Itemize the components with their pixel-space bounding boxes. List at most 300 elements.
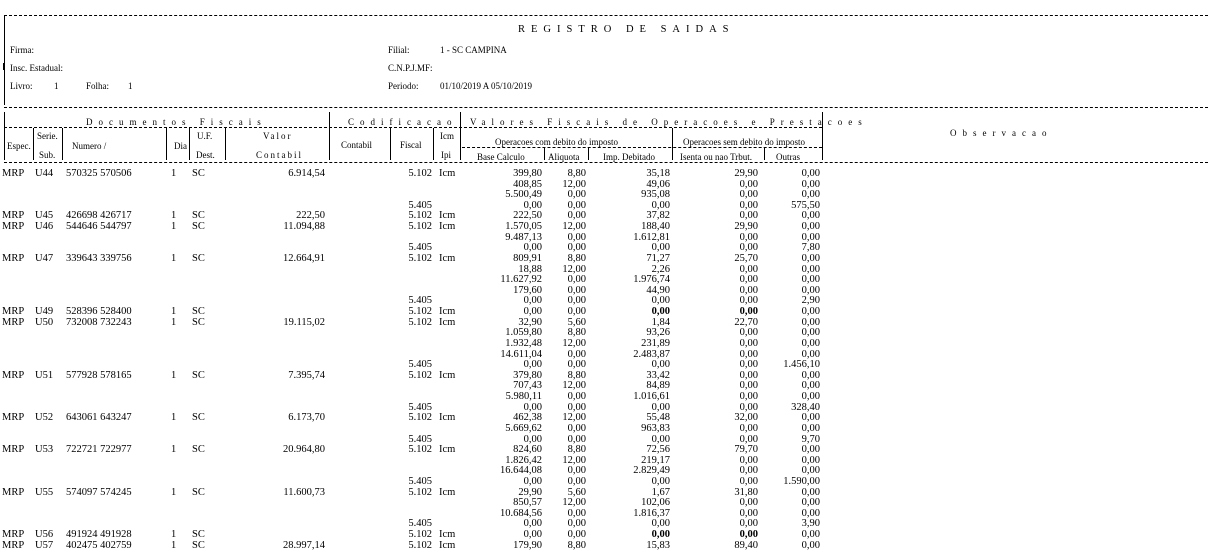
cell-isenta: 89,40 (734, 539, 758, 551)
cell-outras: 1.590,00 (783, 475, 820, 487)
table-row (0, 317, 1208, 328)
vsep (329, 112, 330, 160)
vsep (390, 128, 391, 160)
cell-fiscal: 5.102 (408, 168, 432, 179)
cell-valor: 19.115,02 (283, 316, 325, 328)
cell-icm: Icm (439, 412, 456, 424)
cell-aliquota: 0,00 (567, 295, 586, 307)
cell-isenta: 0,00 (739, 242, 758, 254)
cell-aliquota: 0,00 (567, 306, 586, 318)
cell-outras: 0,00 (801, 444, 820, 456)
cell-base: 16.644,08 (500, 465, 542, 477)
cell-uf: SC (192, 369, 205, 381)
vsep (225, 128, 226, 160)
table-row (0, 210, 1208, 221)
cell-imp-debitado: 44,90 (646, 284, 670, 296)
cell-outras: 0,00 (801, 529, 820, 541)
vsep (189, 128, 190, 160)
cell-base: 379,80 (513, 369, 542, 381)
cell-isenta: 0,00 (739, 369, 758, 381)
cell-isenta: 0,00 (739, 391, 758, 403)
vsep (588, 148, 589, 160)
table-row (0, 412, 1208, 423)
cell-imp-debitado: 35,18 (646, 168, 670, 179)
cell-espec: MRP (2, 306, 25, 318)
col-icm: Icm (440, 131, 454, 141)
cell-numero: 544646 544797 (66, 221, 132, 233)
cell-base: 0,00 (523, 529, 542, 541)
cell-valor: 7.395,74 (288, 369, 325, 381)
cell-aliquota: 0,00 (567, 422, 586, 434)
cell-icm: Icm (439, 210, 456, 222)
cell-uf: SC (192, 486, 205, 498)
cell-base: 824,60 (513, 444, 542, 456)
table-row (0, 402, 1208, 413)
cell-valor: 20.964,80 (283, 444, 325, 456)
cell-valor: 28.997,14 (283, 539, 325, 551)
cell-imp-debitado: 935,08 (641, 189, 670, 201)
cell-aliquota: 12,00 (562, 454, 586, 466)
cell-base: 707,43 (513, 380, 542, 392)
cell-fiscal: 5.102 (408, 444, 432, 456)
cell-outras: 0,00 (801, 231, 820, 243)
table-row (0, 179, 1208, 190)
col-cod-contabil: Contabil (341, 140, 372, 150)
cell-aliquota: 5,60 (567, 316, 586, 328)
valores-divider (462, 147, 822, 148)
table-row (0, 540, 1208, 551)
cell-serie: U46 (35, 221, 54, 233)
cell-imp-debitado: 15,83 (646, 539, 670, 551)
cell-numero: 426698 426717 (66, 210, 132, 222)
cell-isenta: 0,00 (739, 284, 758, 296)
col-outras: Outras (776, 152, 800, 162)
cell-base: 0,00 (523, 433, 542, 445)
cell-uf: SC (192, 306, 205, 318)
cell-numero: 577928 578165 (66, 369, 132, 381)
insc-label: Insc. Estadual: (10, 63, 63, 73)
cell-aliquota: 0,00 (567, 433, 586, 445)
cell-base: 0,00 (523, 199, 542, 211)
cell-isenta: 0,00 (739, 231, 758, 243)
col-observacao: Observacao (950, 128, 1053, 138)
livro-label: Livro: (10, 81, 33, 91)
cell-base: 179,90 (513, 539, 542, 551)
cell-imp-debitado: 0,00 (651, 475, 670, 487)
cell-aliquota: 5,60 (567, 486, 586, 498)
cell-outras: 0,00 (801, 380, 820, 392)
cell-icm: Icm (439, 444, 456, 456)
cell-outras: 0,00 (801, 221, 820, 233)
cell-aliquota: 0,00 (567, 507, 586, 519)
cell-serie: U56 (35, 529, 54, 541)
table-row (0, 242, 1208, 253)
vsep (544, 148, 545, 160)
cell-isenta: 0,00 (739, 475, 758, 487)
cell-outras: 0,00 (801, 465, 820, 477)
cell-valor: 6.914,54 (288, 168, 325, 179)
cell-imp-debitado: 2,26 (651, 263, 670, 275)
cell-aliquota: 8,80 (567, 539, 586, 551)
cell-isenta: 25,70 (734, 252, 758, 264)
cell-espec: MRP (2, 252, 25, 264)
cell-aliquota: 12,00 (562, 412, 586, 424)
cell-isenta: 0,00 (739, 199, 758, 211)
col-com-debito: Operacoes com debito do imposto (495, 137, 618, 147)
col-dia: Dia (174, 141, 187, 151)
cell-icm: Icm (439, 369, 456, 381)
cell-base: 1.059,80 (505, 327, 542, 339)
table-row (0, 455, 1208, 466)
cell-serie: U50 (35, 316, 54, 328)
cell-aliquota: 8,80 (567, 444, 586, 456)
left-border-marker (3, 63, 4, 70)
table-row (0, 200, 1208, 211)
cell-serie: U51 (35, 369, 54, 381)
table-row (0, 295, 1208, 306)
cell-aliquota: 0,00 (567, 210, 586, 222)
cell-outras: 0,00 (801, 337, 820, 349)
cell-dia: 1 (171, 529, 177, 541)
cell-serie: U53 (35, 444, 54, 456)
cell-imp-debitado: 1.816,37 (633, 507, 670, 519)
cell-imp-debitado: 0,00 (651, 529, 670, 541)
cell-numero: 722721 722977 (66, 444, 132, 456)
cell-dia: 1 (171, 306, 177, 318)
livro-value: 1 (54, 81, 59, 91)
cell-aliquota: 12,00 (562, 497, 586, 509)
cell-imp-debitado: 93,26 (646, 327, 670, 339)
cell-icm: Icm (439, 316, 456, 328)
cell-isenta: 0,00 (739, 327, 758, 339)
cell-base: 0,00 (523, 518, 542, 530)
cell-uf: SC (192, 412, 205, 424)
vsep (822, 112, 823, 160)
col-ipi: Ipi (441, 150, 451, 160)
cell-fiscal: 5.405 (408, 475, 432, 487)
cell-uf: SC (192, 539, 205, 551)
cell-isenta: 0,00 (739, 306, 758, 318)
cell-outras: 0,00 (801, 412, 820, 424)
cell-fiscal: 5.102 (408, 210, 432, 222)
cell-outras: 0,00 (801, 284, 820, 296)
cell-imp-debitado: 231,89 (641, 337, 670, 349)
cell-isenta: 22,70 (734, 316, 758, 328)
cell-aliquota: 0,00 (567, 199, 586, 211)
cell-dia: 1 (171, 539, 177, 551)
cell-uf: SC (192, 316, 205, 328)
cell-serie: U45 (35, 210, 54, 222)
cell-base: 462,38 (513, 412, 542, 424)
table-row (0, 274, 1208, 285)
col-uf: U.F. (197, 131, 213, 141)
firma-label: Firma: (10, 45, 34, 55)
cell-serie: U49 (35, 306, 54, 318)
cell-dia: 1 (171, 168, 177, 179)
cell-base: 18,88 (518, 263, 542, 275)
cell-valor: 6.173,70 (288, 412, 325, 424)
cell-valor: 222,50 (296, 210, 325, 222)
table-row (0, 423, 1208, 434)
cell-base: 0,00 (523, 306, 542, 318)
cell-fiscal: 5.405 (408, 518, 432, 530)
cell-base: 0,00 (523, 359, 542, 371)
cell-outras: 0,00 (801, 422, 820, 434)
cell-espec: MRP (2, 210, 25, 222)
cnpj-label: C.N.P.J.MF: (388, 63, 433, 73)
cell-isenta: 79,70 (734, 444, 758, 456)
cell-isenta: 0,00 (739, 454, 758, 466)
cell-fiscal: 5.102 (408, 252, 432, 264)
cell-serie: U57 (35, 539, 54, 551)
filial-label: Filial: (388, 45, 410, 55)
table-row (0, 232, 1208, 243)
cell-outras: 0,00 (801, 539, 820, 551)
table-row (0, 285, 1208, 296)
left-border (4, 15, 5, 105)
cell-isenta: 0,00 (739, 401, 758, 413)
cell-numero: 643061 643247 (66, 412, 132, 424)
cell-outras: 0,00 (801, 486, 820, 498)
cell-icm: Icm (439, 306, 456, 318)
cell-imp-debitado: 0,00 (651, 306, 670, 318)
cell-outras: 0,00 (801, 497, 820, 509)
cell-valor: 11.600,73 (283, 486, 325, 498)
cell-isenta: 29,90 (734, 221, 758, 233)
cell-imp-debitado: 188,40 (641, 221, 670, 233)
table-row (0, 508, 1208, 519)
cell-aliquota: 12,00 (562, 263, 586, 275)
cell-imp-debitado: 963,83 (641, 422, 670, 434)
cell-imp-debitado: 219,17 (641, 454, 670, 466)
cell-espec: MRP (2, 486, 25, 498)
cell-valor: 12.664,91 (283, 252, 325, 264)
vsep (672, 128, 673, 160)
cell-isenta: 0,00 (739, 497, 758, 509)
cell-icm: Icm (439, 486, 456, 498)
cell-icm: Icm (439, 529, 456, 541)
cell-outras: 0,00 (801, 507, 820, 519)
cell-outras: 0,00 (801, 391, 820, 403)
cell-numero: 732008 732243 (66, 316, 132, 328)
vsep (62, 128, 63, 160)
table-row (0, 189, 1208, 200)
cell-aliquota: 8,80 (567, 168, 586, 179)
cell-isenta: 29,90 (734, 168, 758, 179)
cell-base: 29,90 (518, 486, 542, 498)
cell-isenta: 0,00 (739, 529, 758, 541)
cell-aliquota: 0,00 (567, 391, 586, 403)
cell-outras: 0,00 (801, 316, 820, 328)
cell-imp-debitado: 84,89 (646, 380, 670, 392)
col-sem-debito: Operacoes sem debito do imposto (683, 137, 805, 147)
table-row (0, 380, 1208, 391)
cell-imp-debitado: 1.612,81 (633, 231, 670, 243)
cell-imp-debitado: 55,48 (646, 412, 670, 424)
col-numero: Numero / (72, 141, 107, 151)
cell-outras: 0,00 (801, 274, 820, 286)
cell-serie: U55 (35, 486, 54, 498)
cell-fiscal: 5.405 (408, 295, 432, 307)
cell-base: 5.669,62 (505, 422, 542, 434)
cell-icm: Icm (439, 168, 456, 179)
vsep (33, 128, 34, 160)
cell-uf: SC (192, 252, 205, 264)
cell-dia: 1 (171, 210, 177, 222)
cell-isenta: 0,00 (739, 433, 758, 445)
cell-numero: 570325 570506 (66, 168, 132, 179)
cell-base: 179,60 (513, 284, 542, 296)
cell-base: 809,91 (513, 252, 542, 264)
cell-isenta: 0,00 (739, 507, 758, 519)
cell-outras: 2,90 (801, 295, 820, 307)
cell-espec: MRP (2, 529, 25, 541)
col-aliquota: Aliquota (548, 152, 580, 162)
cell-uf: SC (192, 444, 205, 456)
cell-isenta: 0,00 (739, 210, 758, 222)
cell-outras: 0,00 (801, 168, 820, 179)
folha-value: 1 (128, 81, 133, 91)
cell-outras: 3,90 (801, 518, 820, 530)
cell-base: 9.487,13 (505, 231, 542, 243)
cell-fiscal: 5.102 (408, 316, 432, 328)
cell-espec: MRP (2, 412, 25, 424)
cell-numero: 528396 528400 (66, 306, 132, 318)
cell-base: 399,80 (513, 168, 542, 179)
cell-imp-debitado: 0,00 (651, 401, 670, 413)
table-row (0, 327, 1208, 338)
cell-isenta: 0,00 (739, 380, 758, 392)
cell-espec: MRP (2, 316, 25, 328)
cell-imp-debitado: 0,00 (651, 242, 670, 254)
cell-base: 0,00 (523, 401, 542, 413)
col-valor: Valor (263, 131, 293, 141)
cell-fiscal: 5.405 (408, 359, 432, 371)
cell-aliquota: 0,00 (567, 475, 586, 487)
cell-serie: U52 (35, 412, 54, 424)
cell-fiscal: 5.102 (408, 306, 432, 318)
vsep (764, 148, 765, 160)
cell-aliquota: 0,00 (567, 284, 586, 296)
table-row (0, 497, 1208, 508)
cell-imp-debitado: 0,00 (651, 199, 670, 211)
cell-base: 408,85 (513, 178, 542, 190)
cell-uf: SC (192, 210, 205, 222)
cell-outras: 9,70 (801, 433, 820, 445)
cell-base: 0,00 (523, 295, 542, 307)
cell-base: 850,57 (513, 497, 542, 509)
cell-dia: 1 (171, 444, 177, 456)
cell-valor: 11.094,88 (283, 221, 325, 233)
cell-isenta: 0,00 (739, 465, 758, 477)
cell-fiscal: 5.405 (408, 401, 432, 413)
table-row (0, 264, 1208, 275)
cell-base: 222,50 (513, 210, 542, 222)
cell-imp-debitado: 1,67 (651, 486, 670, 498)
cell-imp-debitado: 1,84 (651, 316, 670, 328)
cell-base: 5.980,11 (505, 391, 542, 403)
top-rule (4, 15, 1208, 16)
cell-outras: 0,00 (801, 327, 820, 339)
cell-isenta: 32,00 (734, 412, 758, 424)
cell-aliquota: 0,00 (567, 348, 586, 360)
folha-label: Folha: (86, 81, 110, 91)
cell-isenta: 0,00 (739, 359, 758, 371)
cell-aliquota: 12,00 (562, 380, 586, 392)
cell-outras: 0,00 (801, 178, 820, 190)
cell-imp-debitado: 0,00 (651, 359, 670, 371)
cell-isenta: 0,00 (739, 337, 758, 349)
table-row (0, 465, 1208, 476)
cell-fiscal: 5.102 (408, 539, 432, 551)
table-row (0, 359, 1208, 370)
cell-base: 10.684,56 (500, 507, 542, 519)
vsep (166, 128, 167, 160)
cell-uf: SC (192, 221, 205, 233)
cell-aliquota: 8,80 (567, 369, 586, 381)
periodo-value: 01/10/2019 A 05/10/2019 (440, 81, 533, 91)
table-row (0, 221, 1208, 232)
table-row (0, 476, 1208, 487)
col-sub: Sub. (39, 150, 56, 160)
cell-fiscal: 5.102 (408, 486, 432, 498)
report-title: REGISTRO DE SAIDAS (518, 24, 735, 35)
table-row (0, 434, 1208, 445)
cell-imp-debitado: 49,06 (646, 178, 670, 190)
table-row (0, 306, 1208, 317)
cell-icm: Icm (439, 539, 456, 551)
cell-imp-debitado: 0,00 (651, 518, 670, 530)
col-imp-debitado: Imp. Debitado (603, 152, 655, 162)
cell-serie: U47 (35, 252, 54, 264)
cell-dia: 1 (171, 412, 177, 424)
cell-base: 5.500,49 (505, 189, 542, 201)
cell-isenta: 0,00 (739, 422, 758, 434)
vsep (4, 112, 5, 160)
cell-imp-debitado: 1.976,74 (633, 274, 670, 286)
header-rule (4, 107, 1208, 108)
table-row (0, 338, 1208, 349)
cell-imp-debitado: 0,00 (651, 433, 670, 445)
vsep (460, 112, 461, 160)
table-row (0, 529, 1208, 540)
table-row (0, 349, 1208, 360)
cell-outras: 0,00 (801, 306, 820, 318)
cell-aliquota: 0,00 (567, 529, 586, 541)
cell-serie: U44 (35, 168, 54, 179)
cell-numero: 574097 574245 (66, 486, 132, 498)
cell-isenta: 31,80 (734, 486, 758, 498)
header-bottom-rule (4, 162, 1208, 163)
cell-outras: 0,00 (801, 210, 820, 222)
cell-aliquota: 0,00 (567, 274, 586, 286)
cell-aliquota: 12,00 (562, 221, 586, 233)
cell-isenta: 0,00 (739, 518, 758, 530)
cell-espec: MRP (2, 444, 25, 456)
cell-numero: 339643 339756 (66, 252, 132, 264)
cell-outras: 7,80 (801, 242, 820, 254)
table-row (0, 444, 1208, 455)
cell-fiscal: 5.102 (408, 221, 432, 233)
cell-base: 32,90 (518, 316, 542, 328)
cell-icm: Icm (439, 221, 456, 233)
cell-aliquota: 12,00 (562, 337, 586, 349)
cell-outras: 0,00 (801, 348, 820, 360)
cell-isenta: 0,00 (739, 274, 758, 286)
cell-base: 14.611,04 (500, 348, 542, 360)
table-row (0, 518, 1208, 529)
table-row (0, 168, 1208, 179)
